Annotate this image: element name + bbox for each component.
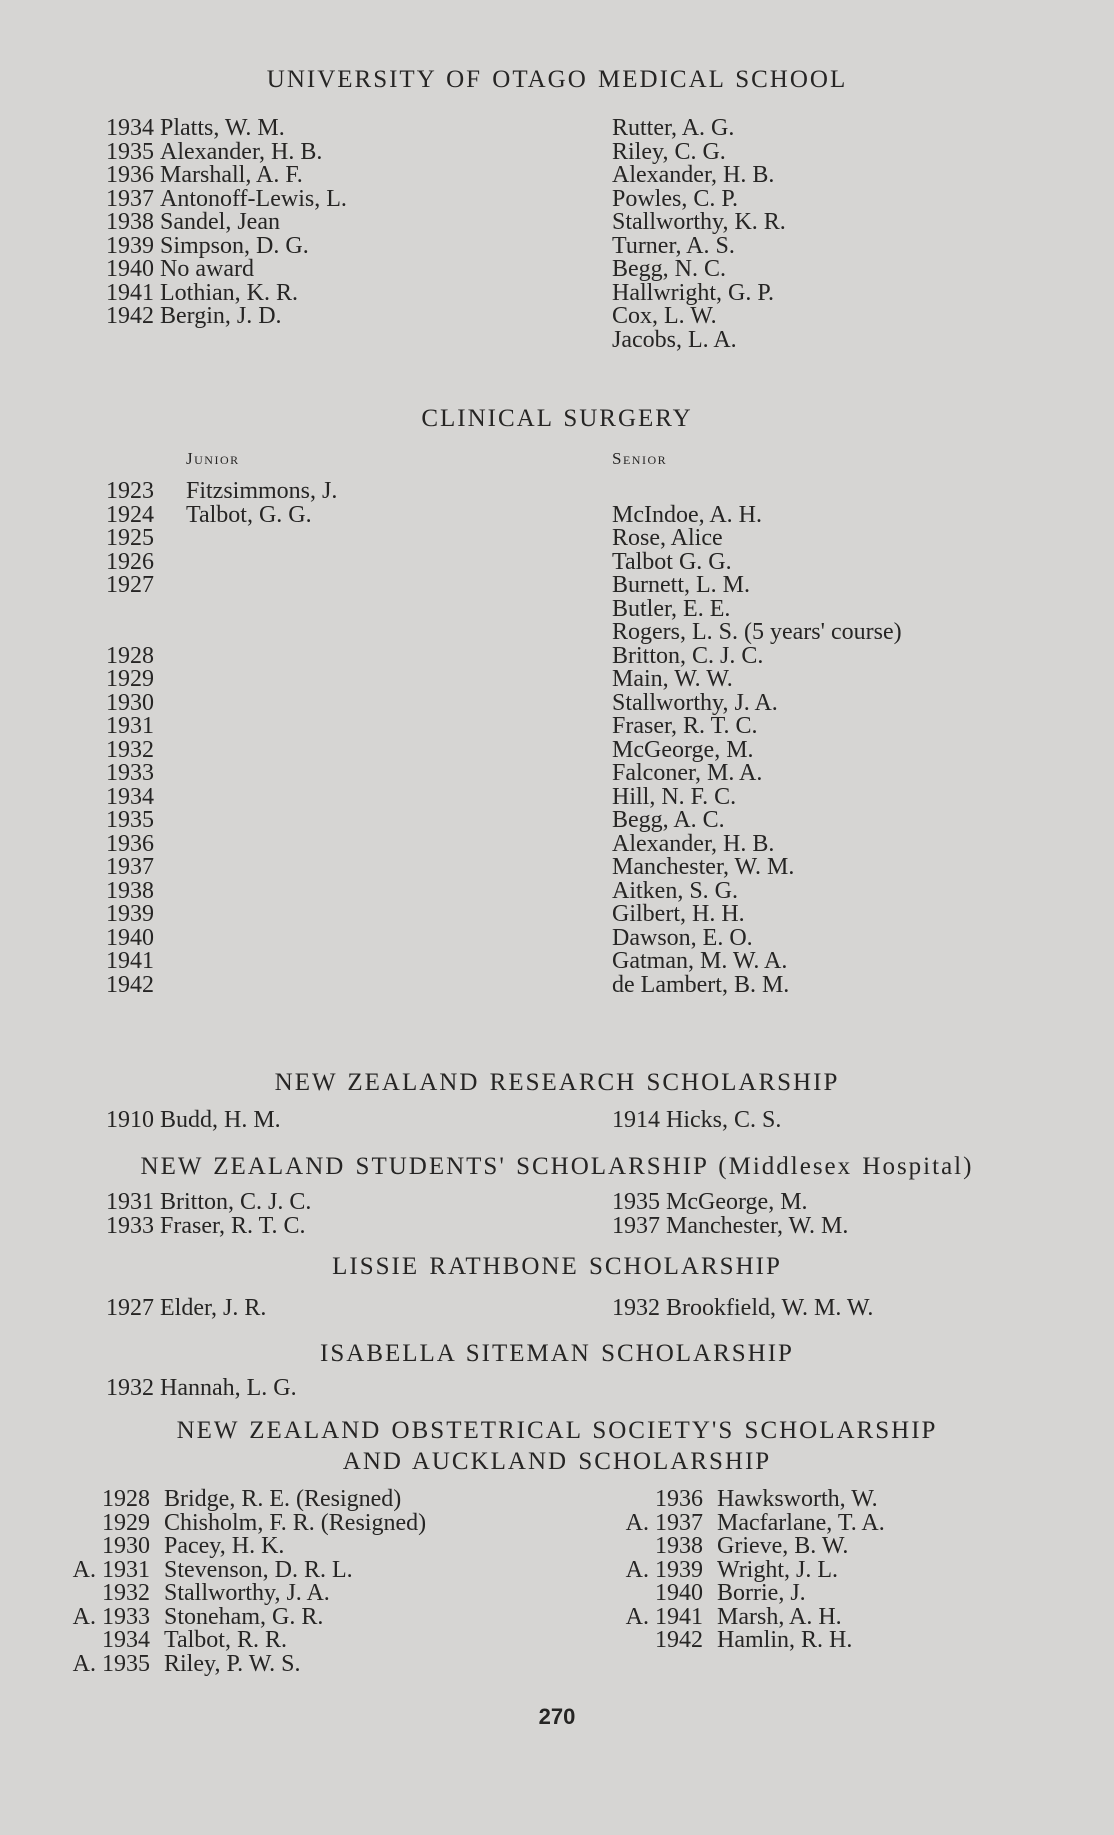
- top-left-list: [106, 117, 347, 329]
- list-item: Manchester, W. M.: [612, 854, 795, 880]
- nz-students-heading: NEW ZEALAND STUDENTS' SCHOLARSHIP (Middlesex Hospital): [140, 1153, 974, 1180]
- list-item: A. 1935 Riley, P. W. S.: [72, 1650, 301, 1677]
- surgery-junior: [186, 480, 337, 527]
- page-number: 270: [538, 1704, 576, 1729]
- list-item: 1930 Pacey, H. K.: [102, 1533, 285, 1559]
- list-item: Falconer, M. A.: [612, 760, 763, 786]
- list-item: 1927 Elder, J. R.: [106, 1295, 267, 1321]
- nz-students-right: [612, 1191, 848, 1238]
- list-item: Stallworthy, J. A.: [612, 689, 778, 716]
- obstetrical-right: [593, 1488, 885, 1653]
- list-item: A. 1941 Marsh, A. H.: [625, 1603, 842, 1630]
- list-item: Talbot G. G.: [612, 548, 732, 575]
- list-item: 1910 Budd, H. M.: [106, 1107, 281, 1133]
- list-item: 1929 Chisholm, F. R. (Resigned): [102, 1509, 427, 1536]
- list-item: Gilbert, H. H.: [612, 901, 745, 927]
- list-item: 1940 Borrie, J.: [655, 1580, 806, 1606]
- list-item: 1938 Grieve, B. W.: [655, 1533, 849, 1559]
- list-item: Britton, C. J. C.: [612, 642, 764, 669]
- list-item: A. 1937 Macfarlane, T. A.: [625, 1509, 885, 1536]
- junior-label: Junior: [186, 449, 240, 468]
- list-item: Begg, N. C.: [612, 256, 726, 282]
- nz-research-heading: NEW ZEALAND RESEARCH SCHOLARSHIP: [274, 1069, 840, 1096]
- top-right-list: [612, 117, 786, 352]
- list-item: Turner, A. S.: [612, 232, 735, 259]
- list-item: Gatman, M. W. A.: [612, 948, 788, 974]
- list-item: de Lambert, B. M.: [612, 971, 790, 998]
- list-item: 1936 Hawksworth, W.: [655, 1486, 878, 1512]
- list-item: McGeorge, M.: [612, 736, 754, 763]
- list-item: 1935 McGeorge, M.: [612, 1189, 808, 1215]
- list-item: Fraser, R. T. C.: [612, 713, 758, 739]
- surgery-senior: [612, 501, 902, 998]
- list-item: Aitken, S. G.: [612, 877, 738, 904]
- list-item: 1940 No award: [106, 256, 254, 282]
- clinical-surgery-heading: CLINICAL SURGERY: [421, 405, 693, 432]
- list-item: Riley, C. G.: [612, 138, 726, 165]
- obstetrical-heading-2: AND AUCKLAND SCHOLARSHIP: [342, 1448, 772, 1475]
- list-item: Alexander, H. B.: [612, 162, 775, 188]
- list-item: 1928 Bridge, R. E. (Resigned): [102, 1486, 402, 1512]
- obstetrical-left: [40, 1488, 426, 1676]
- list-item: 1932 Hannah, L. G.: [106, 1375, 297, 1401]
- obstetrical-heading: NEW ZEALAND OBSTETRICAL SOCIETY'S SCHOLARSHIP: [176, 1417, 938, 1444]
- list-item: 1933 Fraser, R. T. C.: [106, 1212, 306, 1239]
- list-item: Main, W. W.: [612, 666, 733, 692]
- list-item: 1935 Alexander, H. B.: [106, 138, 323, 165]
- list-item: A. 1931 Stevenson, D. R. L.: [72, 1556, 353, 1583]
- list-item: A. 1933 Stoneham, G. R.: [72, 1603, 324, 1630]
- list-item: 1942 Bergin, J. D.: [106, 303, 282, 329]
- lissie-heading: LISSIE RATHBONE SCHOLARSHIP: [332, 1253, 782, 1280]
- surgery-years: 1923 1924 1925 1926 1927 1928 1929 1930 1931 1932 1933 1934 1935 1936 1937 1938 1939 1940 1941 1942: [106, 478, 154, 998]
- list-item: Talbot, G. G.: [186, 501, 312, 528]
- list-item: 1936 Marshall, A. F.: [106, 162, 303, 188]
- list-item: Cox, L. W.: [612, 303, 717, 329]
- list-item: 1931 Britton, C. J. C.: [106, 1189, 312, 1215]
- list-item: Dawson, E. O.: [612, 924, 753, 951]
- list-item: McIndoe, A. H.: [612, 501, 762, 528]
- list-item: 1932 Stallworthy, J. A.: [102, 1580, 330, 1606]
- nz-students-left: [106, 1191, 311, 1238]
- list-item: Butler, E. E.: [612, 595, 731, 622]
- list-item: Hill, N. F. C.: [612, 783, 737, 810]
- list-item: 1941 Lothian, K. R.: [106, 279, 298, 306]
- page-header: UNIVERSITY OF OTAGO MEDICAL SCHOOL: [266, 66, 848, 93]
- list-item: Powles, C. P.: [612, 185, 739, 212]
- list-item: Rogers, L. S. (5 years' course): [612, 619, 902, 645]
- list-item: 1938 Sandel, Jean: [106, 209, 280, 235]
- list-item: 1939 Simpson, D. G.: [106, 232, 309, 259]
- list-item: Begg, A. C.: [612, 807, 725, 833]
- list-item: 1914 Hicks, C. S.: [612, 1107, 782, 1133]
- list-item: Rose, Alice: [612, 525, 723, 551]
- list-item: Burnett, L. M.: [612, 572, 750, 598]
- list-item: 1934 Platts, W. M.: [106, 115, 285, 141]
- list-item: Rutter, A. G.: [612, 115, 735, 141]
- list-item: 1937 Manchester, W. M.: [612, 1212, 849, 1239]
- list-item: 1942 Hamlin, R. H.: [655, 1627, 853, 1653]
- list-item: Jacobs, L. A.: [612, 326, 737, 353]
- isabella-heading: ISABELLA SITEMAN SCHOLARSHIP: [320, 1340, 794, 1367]
- list-item: A. 1939 Wright, J. L.: [625, 1556, 839, 1583]
- list-item: Hallwright, G. P.: [612, 279, 774, 306]
- list-item: Alexander, H. B.: [612, 830, 775, 857]
- senior-label: Senior: [612, 449, 668, 468]
- list-item: 1937 Antonoff-Lewis, L.: [106, 185, 347, 212]
- list-item: Fitzsimmons, J.: [186, 478, 338, 504]
- list-item: 1932 Brookfield, W. M. W.: [612, 1295, 874, 1321]
- list-item: 1934 Talbot, R. R.: [102, 1627, 287, 1653]
- list-item: Stallworthy, K. R.: [612, 209, 786, 235]
